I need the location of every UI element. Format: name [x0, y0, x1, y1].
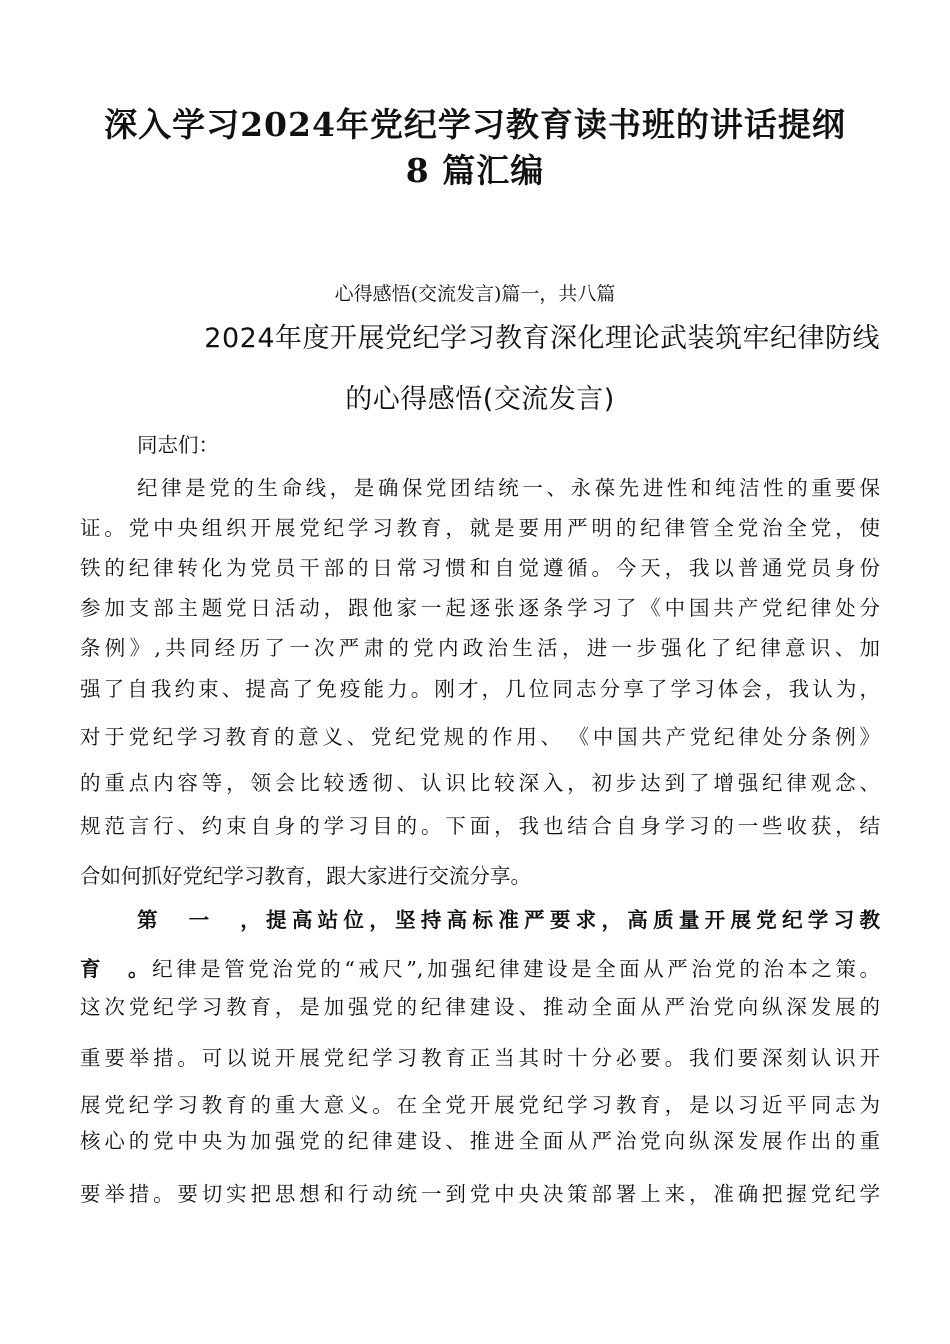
para1-line: 条例》,共同经历了一次严肃的党内政治生活，进一步强化了纪律意识、加: [80, 636, 880, 660]
para1-line: 对于党纪学习教育的意义、党纪党规的作用、 《中国共产党纪律处分条例》: [80, 725, 880, 749]
para2-bold-line: [137, 906, 880, 934]
para1-line: 铁的纪律转化为党员干部的日常习惯和自觉遵循。今天，我以普通党员身份: [80, 556, 880, 580]
para2-line: [80, 955, 880, 983]
para2-line: 展党纪学习教育的重大意义。在全党开展党纪学习教育，是以习近平同志为: [80, 1093, 880, 1117]
para2-line: 重要举措。可以说开展党纪学习教育正当其时十分必要。我们要深刻认识开: [80, 1046, 880, 1070]
title-line-2: 8 篇汇编: [405, 151, 545, 190]
para1-line: 规范言行、约束自身的学习目的。下面，我也结合自身学习的一些收获，结: [80, 814, 880, 838]
subtitle: 心得感悟(交流发言)篇一，共八篇: [334, 283, 616, 305]
para1-line: 强了自我约束、提高了免疫能力。刚才，几位同志分享了学习体会，我认为，: [80, 677, 880, 701]
para2-bold-end: 育 。: [80, 957, 153, 981]
para1-line: 证。党中央组织开展党纪学习教育，就是要用严明的纪律管全党治全党，使: [80, 516, 880, 540]
para2-bold-text: 第 一 ，提高站位，坚持高标准严要求，高质量开展党纪学习教: [137, 908, 880, 932]
para2-line: 核心的党中央为加强党的纪律建设、推进全面从严治党向纵深发展作出的重: [80, 1129, 880, 1153]
document-title: [60, 102, 890, 194]
para1-line: 参加支部主题党日活动，跟他家一起逐张逐条学习了《中国共产党纪律处分: [80, 596, 880, 620]
para1-line: 的重点内容等，领会比较透彻、认识比较深入，初步达到了增强纪律观念、: [80, 771, 880, 795]
para1-line: 纪律是党的生命线，是确保党团结统一、永葆先进性和纯洁性的重要保: [137, 476, 880, 500]
para2-line: 这次党纪学习教育，是加强党的纪律建设、推动全面从严治党向纵深发展的: [80, 995, 880, 1019]
heading-line-2: 的心得感悟(交流发言): [345, 384, 615, 415]
salutation: 同志们：: [137, 433, 219, 457]
para1-line: 合如何抓好党纪学习教育，跟大家进行交流分享。: [80, 864, 531, 888]
title-line-1: 深入学习2024年党纪学习教育读书班的讲话提纲: [104, 105, 846, 144]
para2-line: 要举措。要切实把思想和行动统一到党中央决策部署上来，准确把握党纪学: [80, 1182, 880, 1206]
para2-line-rest: 纪律是管党治党的“戒尺”,加强纪律建设是全面从严治党的治本之策。: [152, 957, 880, 981]
heading-line-1: 2024年度开展党纪学习教育深化理论武装筑牢纪律防线: [204, 323, 880, 354]
